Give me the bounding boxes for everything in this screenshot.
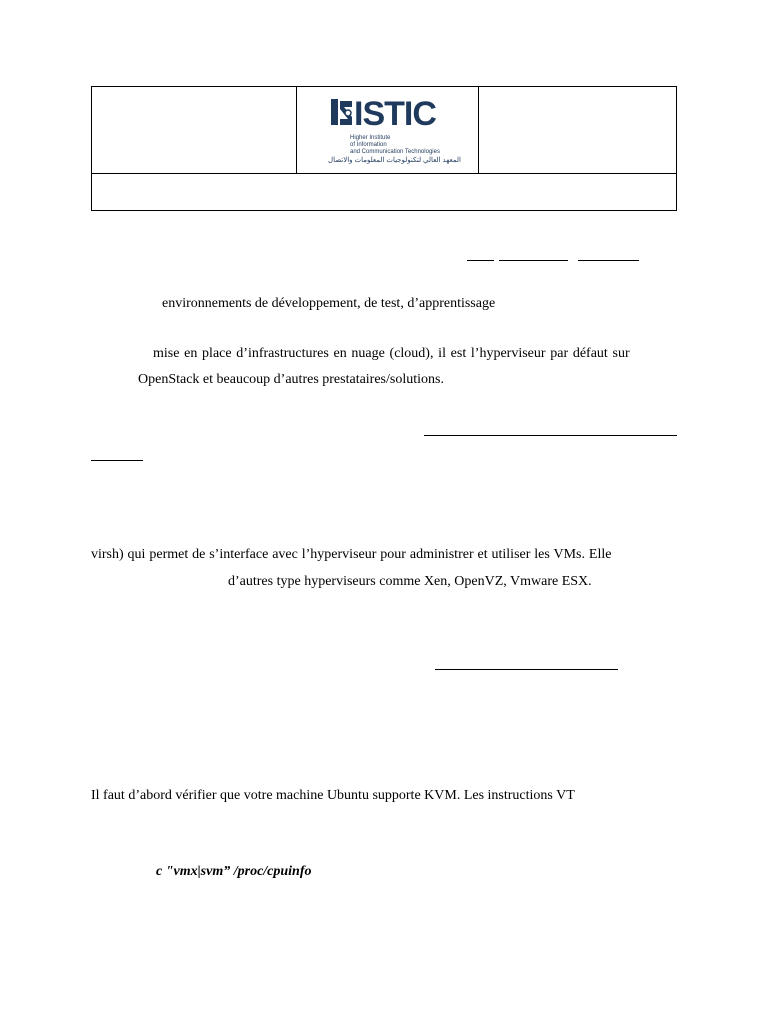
paragraph-text: d’autres type hyperviseurs comme Xen, OpenVZ, Vmware ESX.	[228, 574, 592, 589]
header-row-divider	[92, 173, 676, 174]
blank-underline	[91, 460, 143, 461]
logo-line-3: and Communication Technologies	[350, 149, 440, 155]
header-divider-left	[296, 87, 297, 173]
paragraph-text: mise en place d’infrastructures en nuage (cloud), il est l’hyperviseur par défaut sur	[153, 346, 630, 361]
logo-wordmark: ISTIC	[354, 95, 436, 133]
blank-underline	[467, 260, 494, 261]
logo-line-1: Higher Institute	[350, 135, 391, 141]
blank-underline	[499, 260, 568, 261]
header-table	[91, 86, 677, 211]
paragraph-text: environnements de développement, de test, d’apprentissage	[162, 296, 496, 311]
logo-line-2: of Information	[350, 142, 387, 148]
blank-underline	[424, 435, 677, 436]
istic-logo	[320, 93, 461, 167]
istic-emblem-icon	[330, 97, 354, 129]
paragraph-line	[153, 347, 676, 361]
paragraph-text: OpenStack et beaucoup d’autres prestataires/solutions.	[138, 372, 444, 387]
blank-underline	[578, 260, 639, 261]
paragraph-text: Il faut d’abord vérifier que votre machine Ubuntu supporte KVM. Les instructions VT	[91, 788, 575, 803]
paragraph-text: virsh) qui permet de s’interface avec l’hyperviseur pour administrer et utiliser les VMs. Elle	[91, 547, 612, 562]
logo-arabic: المعهد العالي لتكنولوجيات المعلومات والاتصال	[328, 157, 461, 164]
blank-underline	[435, 669, 618, 670]
command-text: c "vmx|svm” /proc/cpuinfo	[156, 864, 312, 879]
header-divider-right	[478, 87, 479, 173]
